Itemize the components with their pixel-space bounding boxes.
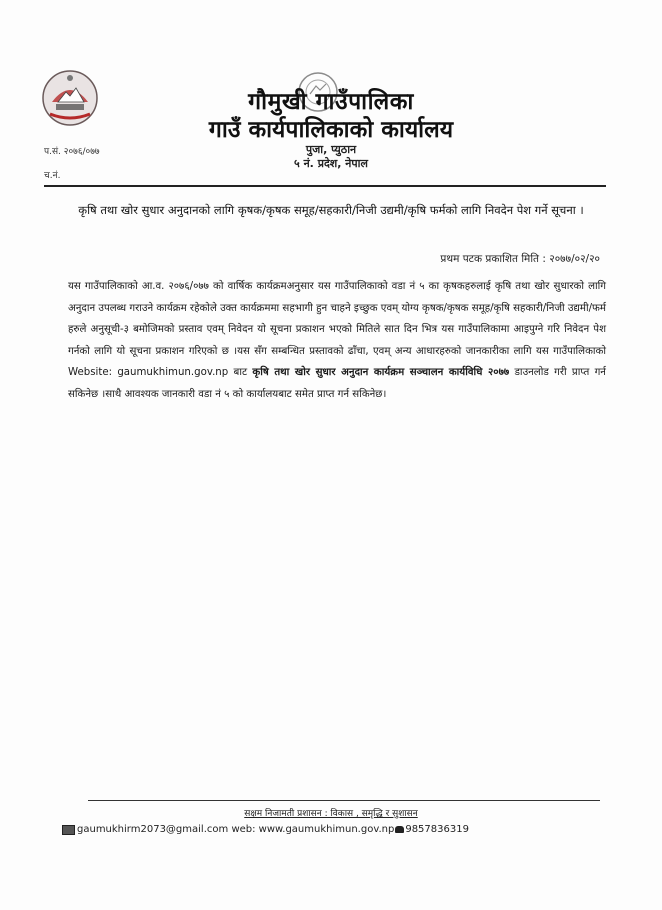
published-date: प्रथम पटक प्रकाशित मिति : २०७७/०२/२० bbox=[440, 253, 600, 265]
notice-body-part1: यस गाउँपालिकाको आ.व. २०७६/०७७ को वार्षिक कार्यक्रमअनुसार यस गाउँपालिकाको वडा नं ५ का कृषकहरुलाई कृषि तथा खोर सुधारको लागि अनुदान उपलब्ध गराउने कार्यक्रम रहेकोले उक्त कार्यक्रममा सहभागी हुन चाहने इच्छुक एवम् योग्य कृषक/कृषक समूह/कृषि सहकारी/निजी उद्यमी/फर्म हरुले अनुसूची-३ बमोजिमको प्रस्ताव एवम् निवेदन यो सूचना प्रकाशन भएको मितिले सात दिन भित्र यस गाउँपालिकामा आइपुग्ने गरि निवेदन पेश गर्नको लागि यो सूचना प्रकाशन गरिएको छ ।यस सँग सम्बन्धित प्रस्तावको ढाँचा, एवम् अन्य आधारहरुको जानकारीका लागि यस गाउँपालिकाको Website: gaumukhimun.gov.np बाट bbox=[68, 281, 606, 378]
footer-motto: सक्षम निजामती प्रशासन : विकास , समृद्धि र सुशासन bbox=[244, 809, 418, 819]
municipality-name: गौमुखी गाउँपालिका bbox=[248, 88, 414, 115]
office-address: पुजा, प्युठान bbox=[305, 143, 357, 156]
footer-email: gaumukhirm2073@gmail.com bbox=[77, 824, 229, 835]
footer-phone: 9857836319 bbox=[405, 824, 469, 835]
footer-contact bbox=[62, 824, 469, 835]
dispatch-number: च.नं. bbox=[44, 171, 61, 181]
notice-body bbox=[68, 276, 606, 405]
office-name: गाउँ कार्यपालिकाको कार्यालय bbox=[208, 116, 454, 143]
phone-icon bbox=[395, 826, 404, 833]
notice-body-procedure-name: कृषि तथा खोर सुधार अनुदान कार्यक्रम सञ्चालन कार्यविधि २०७७ bbox=[252, 367, 510, 378]
notice-title: कृषि तथा खोर सुधार अनुदानको लागि कृषक/कृषक समूह/सहकारी/निजी उद्यमी/कृषि फर्मको लागि निवदेन पेश गर्ने सूचना । bbox=[78, 203, 584, 217]
notice-body-part2: डाउनलोड गरी प्राप्त गर्न सकिनेछ ।साथै आवश्यक जानकारी वडा नं ५ को कार्यालयबाट समेत प्राप्त गर्न सकिनेछ। bbox=[68, 367, 606, 400]
footer-divider bbox=[88, 800, 600, 801]
mail-icon bbox=[62, 825, 75, 835]
office-province: ५ नं. प्रदेश, नेपाल bbox=[294, 157, 368, 170]
reference-number: प.सं. २०७६/०७७ bbox=[44, 147, 100, 157]
header-divider bbox=[44, 185, 606, 187]
footer-web: web: www.gaumukhimun.gov.np bbox=[231, 824, 395, 835]
